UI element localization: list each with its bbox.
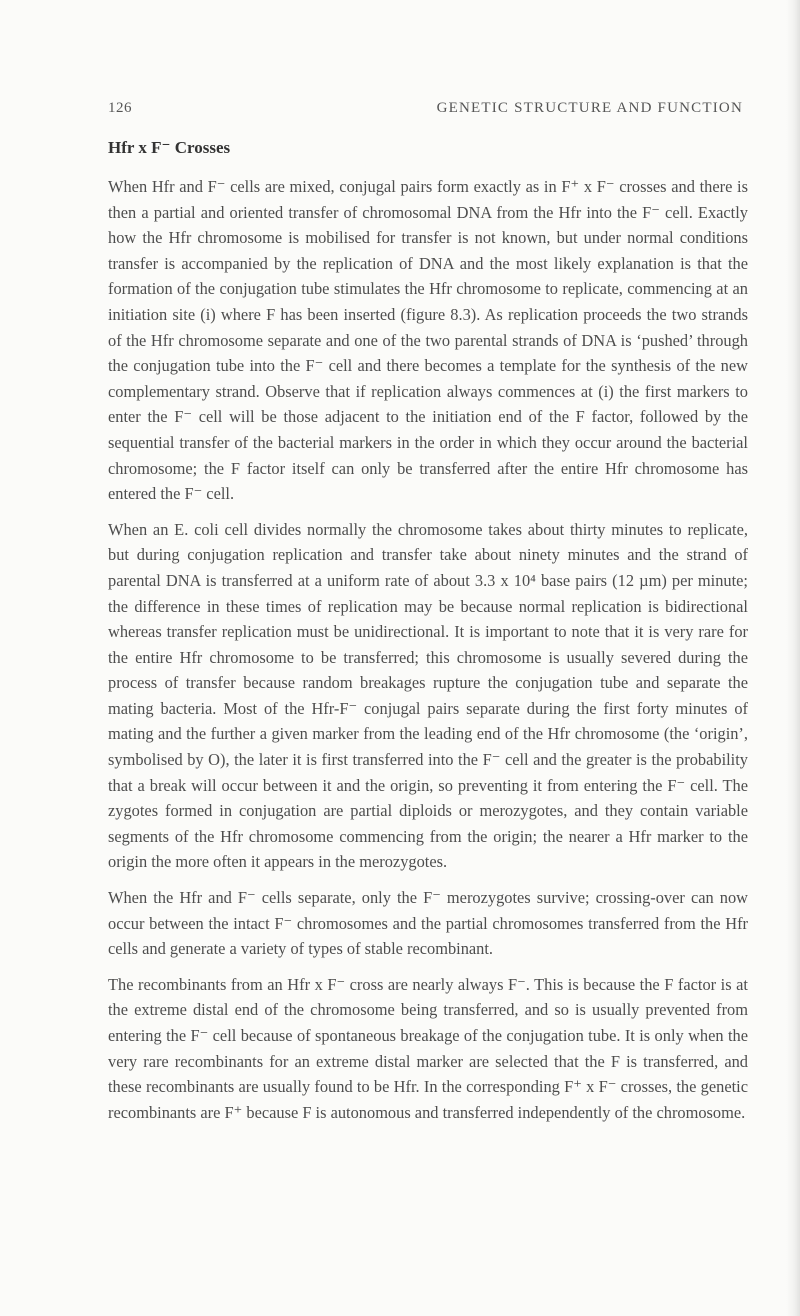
paragraph: When the Hfr and F⁻ cells separate, only the F⁻ merozygotes survive; crossing-over can now occur between the intact F⁻ chromosomes and the partial chromosomes transferred from the Hfr cells and generate a variety of types of stable recombinant. bbox=[108, 888, 748, 959]
page-header bbox=[108, 100, 743, 122]
section-heading: Hfr x F⁻ Crosses bbox=[108, 138, 231, 157]
paragraph: The recombinants from an Hfr x F⁻ cross are nearly always F⁻. This is because the F factor is at the extreme distal end of the chromosome being transferred, and so is usually prevented from entering the F⁻ cell because of spontaneous breakage of the conjugation tube. It is only when the very rare recombinants for an extreme distal marker are selected that the F is transferred, and these recombinants are usually found to be Hfr. In the corresponding F⁺ x F⁻ crosses, the genetic recombinants are F⁺ because F is autonomous and transferred independently of the chromosome. bbox=[108, 974, 748, 1122]
paragraph: When an E. coli cell divides normally the chromosome takes about thirty minutes to replicate, but during conjugation replication and transfer take about ninety minutes and the strand of parental DNA is transferred at a uniform rate of about 3.3 x 10⁴ base pairs (12 µm) per minute; the difference in these times of replication may be because normal replication is bidirectional whereas transfer replication must be unidirectional. It is important to note that it is very rare for the entire Hfr chromosome to be transferred; this chromosome is usually severed during the process of transfer because random breakages rupture the conjugation tube and separate the mating bacteria. Most of the Hfr-F⁻ conjugal pairs separate during the first forty minutes of mating and the further a given marker from the leading end of the Hfr chromosome (the ‘origin’, symbolised by O), the later it is first transferred into the F⁻ cell and the greater is the probability that a break will occur between it and the origin, so preventing it from entering the F⁻ cell. The zygotes formed in conjugation are partial diploids or merozygotes, and they contain variable segments of the Hfr chromosome commencing from the origin; the nearer a Hfr marker to the origin the more often it appears in the merozygotes. bbox=[108, 519, 748, 872]
page-edge-shadow bbox=[786, 0, 800, 1316]
page-number: 126 bbox=[108, 100, 132, 116]
running-head: GENETIC STRUCTURE AND FUNCTION bbox=[436, 100, 743, 116]
body-text bbox=[108, 174, 748, 1135]
paragraph: When Hfr and F⁻ cells are mixed, conjugal pairs form exactly as in F⁺ x F⁻ crosses and there is then a partial and oriented transfer of chromosomal DNA from the Hfr into the F⁻ cell. Exactly how the Hfr chromosome is mobilised for transfer is not known, but under normal conditions transfer is accompanied by the replication of DNA and the most likely explanation is that the formation of the conjugation tube stimulates the Hfr chromosome to replicate, commencing at an initiation site (i) where F has been inserted (figure 8.3). As replication proceeds the two strands of the Hfr chromosome separate and one of the two parental strands of DNA is ‘pushed’ through the conjugation tube into the F⁻ cell and there becomes a template for the synthesis of the new complementary strand. Observe that if replication always commences at (i) the first markers to enter the F⁻ cell will be those adjacent to the initiation end of the F factor, followed by the sequential transfer of the bacterial markers in the order in which they occur around the bacterial chromosome; the F factor itself can only be transferred after the entire Hfr chromosome has entered the F⁻ cell. bbox=[108, 177, 748, 504]
